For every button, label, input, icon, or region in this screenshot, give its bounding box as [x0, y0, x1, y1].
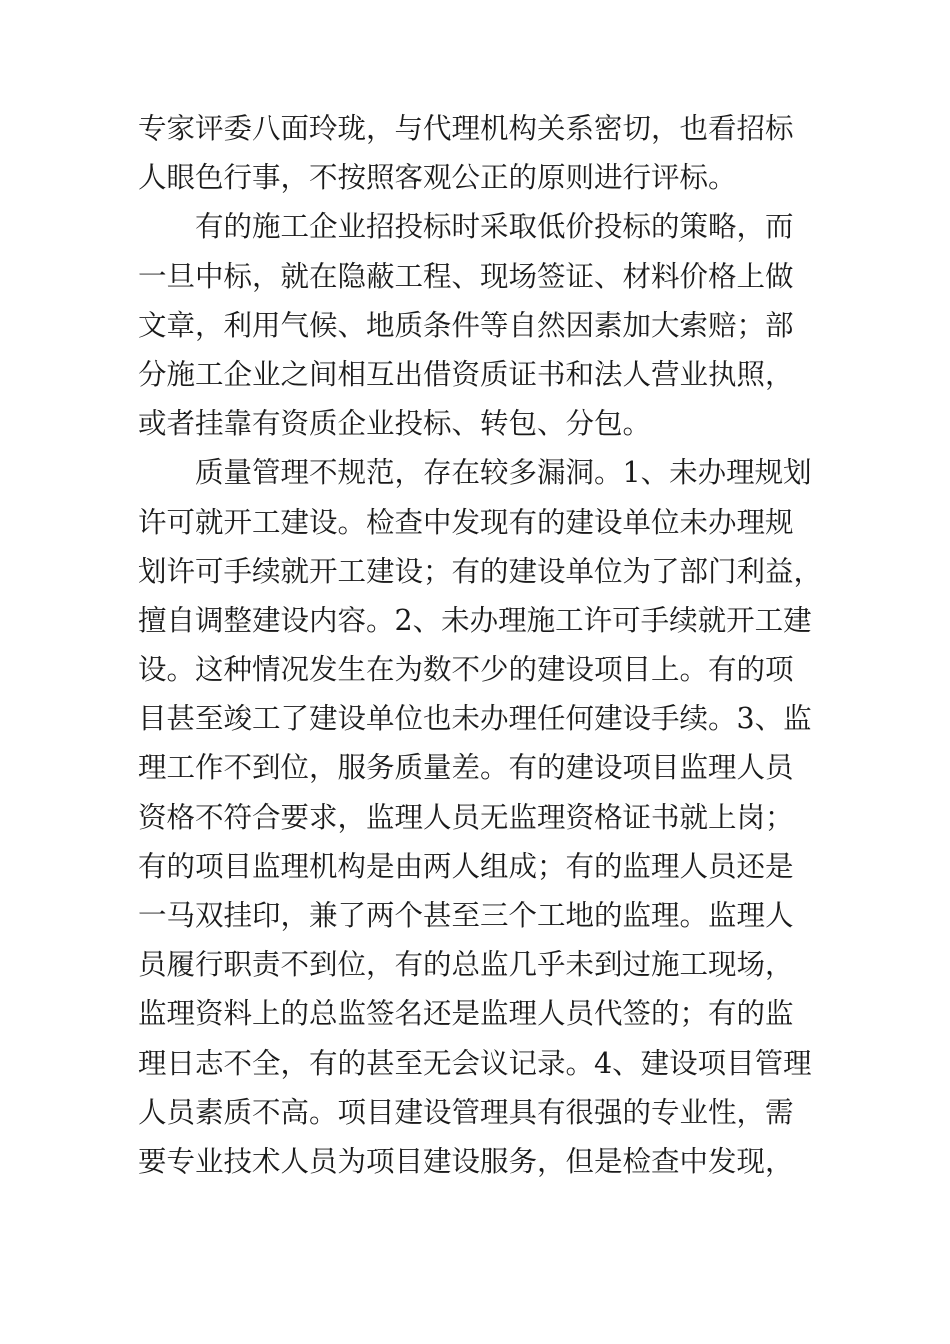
body-text [138, 104, 838, 1186]
text-line: 分施工企业之间相互出借资质证书和法人营业执照， [138, 357, 794, 391]
text-line: 资格不符合要求，监理人员无监理资格证书就上岗； [138, 800, 794, 834]
text-line: 目甚至竣工了建设单位也未办理任何建设手续。3、监 [138, 702, 812, 736]
text-line: 人员素质不高。项目建设管理具有很强的专业性，需 [138, 1095, 794, 1129]
text-line: 或者挂靠有资质企业投标、转包、分包。 [138, 407, 652, 441]
text-line: 一旦中标，就在隐蔽工程、现场签证、材料价格上做 [138, 259, 794, 293]
text-line: 理日志不全，有的甚至无会议记录。4、建设项目管理 [138, 1046, 812, 1080]
text-line: 许可就开工建设。检查中发现有的建设单位未办理规 [138, 505, 794, 539]
text-line: 有的项目监理机构是由两人组成；有的监理人员还是 [138, 849, 794, 883]
text-line: 要专业技术人员为项目建设服务，但是检查中发现， [138, 1144, 794, 1178]
text-line: 擅自调整建设内容。2、未办理施工许可手续就开工建 [138, 603, 812, 637]
text-line: 理工作不到位，服务质量差。有的建设项目监理人员 [138, 751, 794, 785]
text-line: 专家评委八面玲珑，与代理机构关系密切，也看招标 [138, 112, 794, 145]
text-line: 人眼色行事，不按照客观公正的原则进行评标。 [138, 161, 737, 195]
text-line: 员履行职责不到位，有的总监几乎未到过施工现场， [138, 948, 794, 982]
text-line: 监理资料上的总监签名还是监理人员代签的；有的监 [138, 997, 794, 1031]
text-line: 文章，利用气候、地质条件等自然因素加大索赔；部 [138, 308, 794, 342]
text-line: 划许可手续就开工建设；有的建设单位为了部门利益， [138, 554, 823, 588]
paragraph-start-line: 质量管理不规范，存在较多漏洞。1、未办理规划 [195, 456, 812, 490]
text-line: 设。这种情况发生在为数不少的建设项目上。有的项 [138, 653, 794, 687]
text-line: 一马双挂印，兼了两个甚至三个工地的监理。监理人 [138, 899, 794, 932]
paragraph-start-line: 有的施工企业招投标时采取低价投标的策略，而 [195, 210, 794, 244]
